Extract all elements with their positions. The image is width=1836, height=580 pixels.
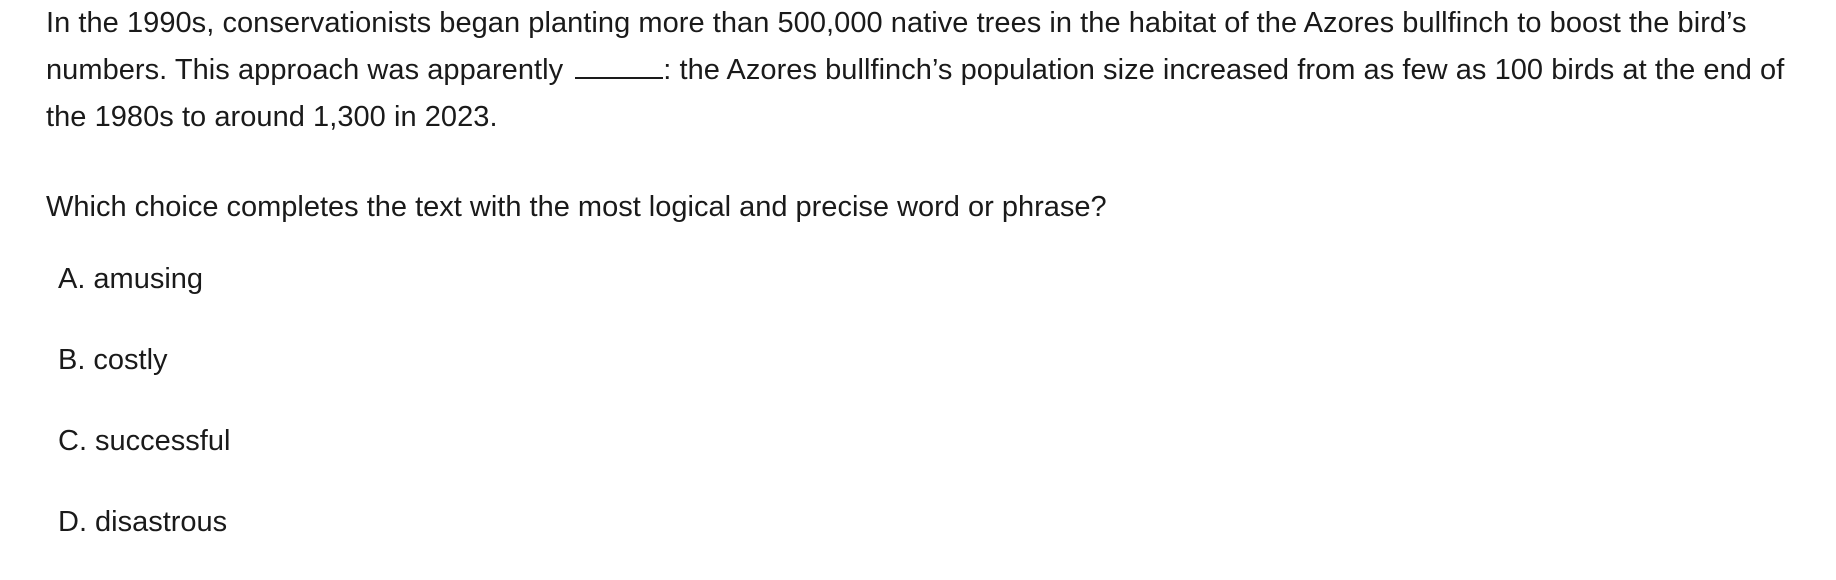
choice-a[interactable] [58,256,230,337]
answer-blank [575,51,663,79]
choice-d[interactable] [58,499,230,580]
choice-letter: A. [58,263,86,295]
passage-text [46,0,1806,141]
choice-text: costly [93,344,168,376]
passage-before-blank: In the 1990s, conservationists began planting more than 500,000 native trees in the habitat of the Azores bullfinch to boost the bird’s numbers. This approach was apparently [46,7,1747,86]
choice-b[interactable] [58,337,230,418]
answer-choices [58,256,230,580]
choice-letter: D. [58,506,87,538]
choice-letter: C. [58,425,87,457]
choice-letter: B. [58,344,86,376]
choice-text: successful [95,425,231,457]
choice-text: amusing [93,263,204,295]
choice-c[interactable] [58,418,230,499]
choice-text: disastrous [95,506,228,538]
question-prompt: Which choice completes the text with the most logical and precise word or phrase? [46,191,1107,223]
passage-after-blank: : the Azores bullfinch’s population size increased from as few as 100 birds at the end of the 1980s to around 1,300 in 2023. [46,54,1785,133]
